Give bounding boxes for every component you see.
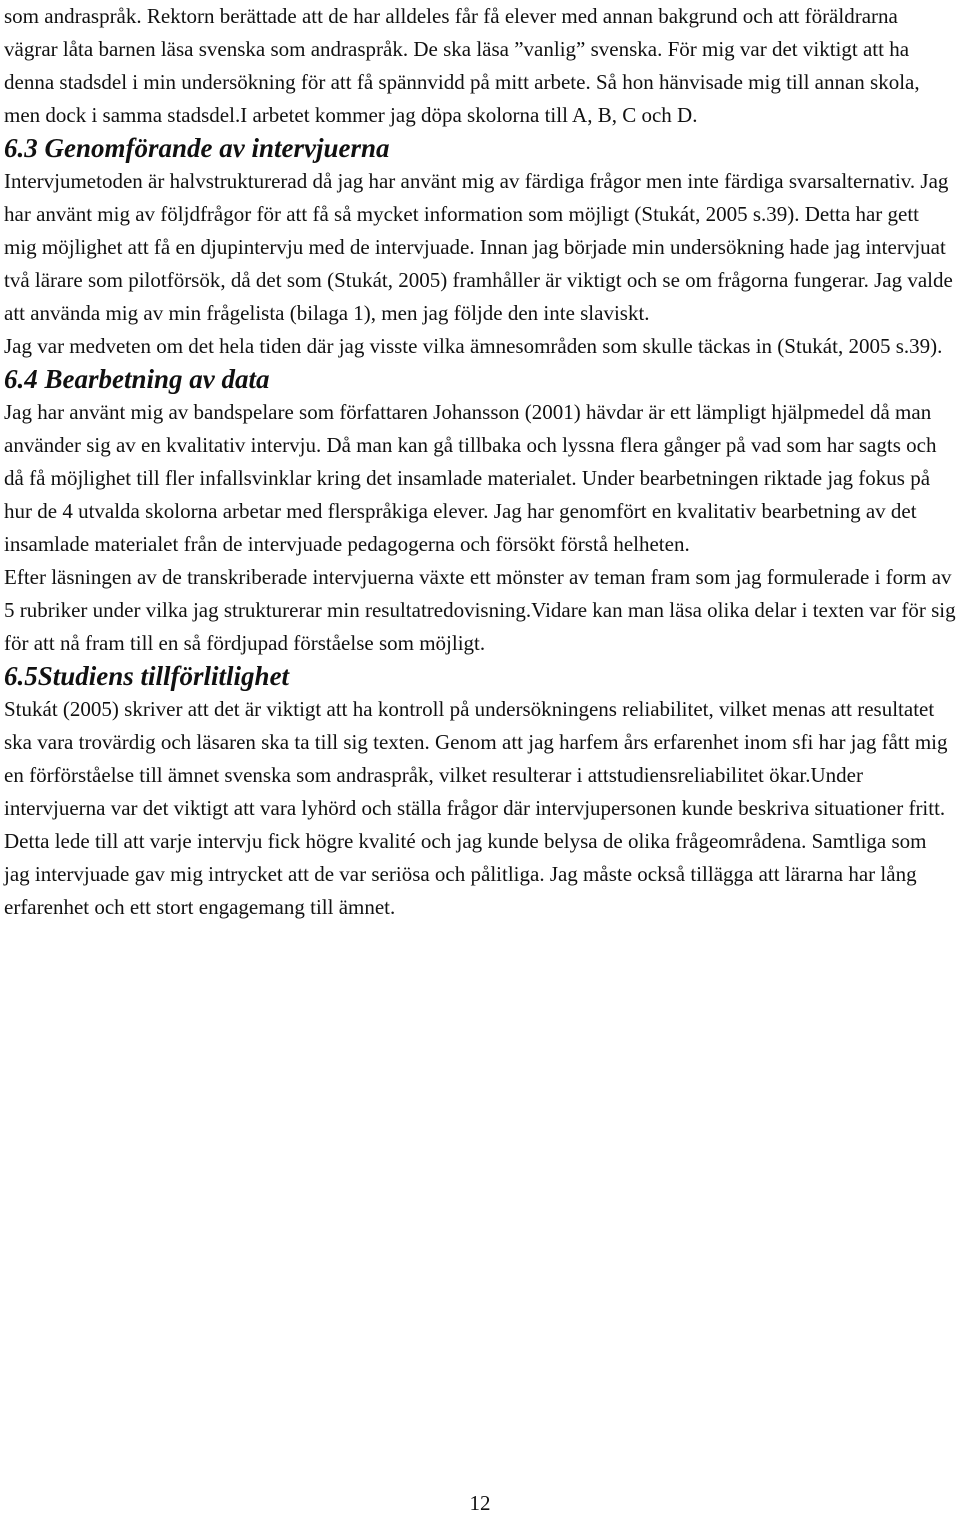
intro-paragraph: som andraspråk. Rektorn berättade att de har alldeles får få elever med annan bakgrund och att föräldrarna vägrar låta barnen läsa svenska som andraspråk. De ska läsa ”vanlig” svenska. För mig var det viktigt att ha denna stadsdel i min undersökning för att få spännvidd på mitt arbete. Så hon hänvisade mig till annan skola, men dock i samma stadsdel.I arbetet kommer jag döpa skolorna till A, B, C och D.	[4, 4, 920, 127]
page-number: 12	[469, 1491, 491, 1515]
page-content	[4, 0, 956, 924]
section-6-4-paragraph-2: Efter läsningen av de transkriberade intervjuerna växte ett mönster av teman fram som jag formulerade i form av 5 rubriker under vilka jag strukturerar min resultatredovisning.Vidare kan man läsa olika delar i texten var för sig för att nå fram till en så fördjupad förståelse som möjligt.	[4, 565, 956, 655]
section-6-3-paragraph-1: Intervjumetoden är halvstrukturerad då jag har använt mig av färdiga frågor men inte färdiga svarsalternativ. Jag har använt mig av följdfrågor för att få så mycket information som möjligt (Stukát, 2005 s.39). Detta har gett mig möjlighet att få en djupintervju med de intervjuade. Innan jag började min undersökning hade jag intervjuat två lärare som pilotförsök, då det som (Stukát, 2005) framhåller är viktigt och se om frågorna fungerar. Jag valde att använda mig av min frågelista (bilaga 1), men jag följde den inte slaviskt.	[4, 169, 953, 325]
section-heading-6-3: 6.3 Genomförande av intervjuerna	[4, 133, 390, 163]
section-6-5-paragraph-1: Stukát (2005) skriver att det är viktigt att ha kontroll på undersökningens reliabilitet, vilket menas att resultatet ska vara trovärdig och läsaren ska ta till sig texten. Genom att jag harfem års erfarenhet inom sfi har jag fått mig en förförståelse till ämnet svenska som andraspråk, vilket resulterar i attstudiensreliabilitet ökar.Under intervjuerna var det viktigt att vara lyhörd och ställa frågor där intervjupersonen kunde beskriva situationer fritt. Detta lede till att varje intervju fick högre kvalité och jag kunde belysa de olika frågeområdena. Samtliga som jag intervjuade gav mig intrycket att de var seriösa och pålitliga. Jag måste också tillägga att lärarna har lång erfarenhet och ett stort engagemang till ämnet.	[4, 697, 948, 919]
section-6-3-paragraph-2: Jag var medveten om det hela tiden där jag visste vilka ämnesområden som skulle täckas in (Stukát, 2005 s.39).	[4, 334, 943, 358]
section-heading-6-5: 6.5Studiens tillförlitlighet	[4, 661, 290, 691]
section-heading-6-4: 6.4 Bearbetning av data	[4, 364, 270, 394]
section-6-4-paragraph-1: Jag har använt mig av bandspelare som författaren Johansson (2001) hävdar är ett lämpligt hjälpmedel då man använder sig av en kvalitativ intervju. Då man kan gå tillbaka och lyssna flera gånger på vad som har sagts och då få möjlighet till fler infallsvinklar kring det insamlade materialet. Under bearbetningen riktade jag fokus på hur de 4 utvalda skolorna arbetar med flerspråkiga elever. Jag har genomfört en kvalitativ bearbetning av det insamlade materialet från de intervjuade pedagogerna och försökt förstå helheten.	[4, 400, 937, 556]
